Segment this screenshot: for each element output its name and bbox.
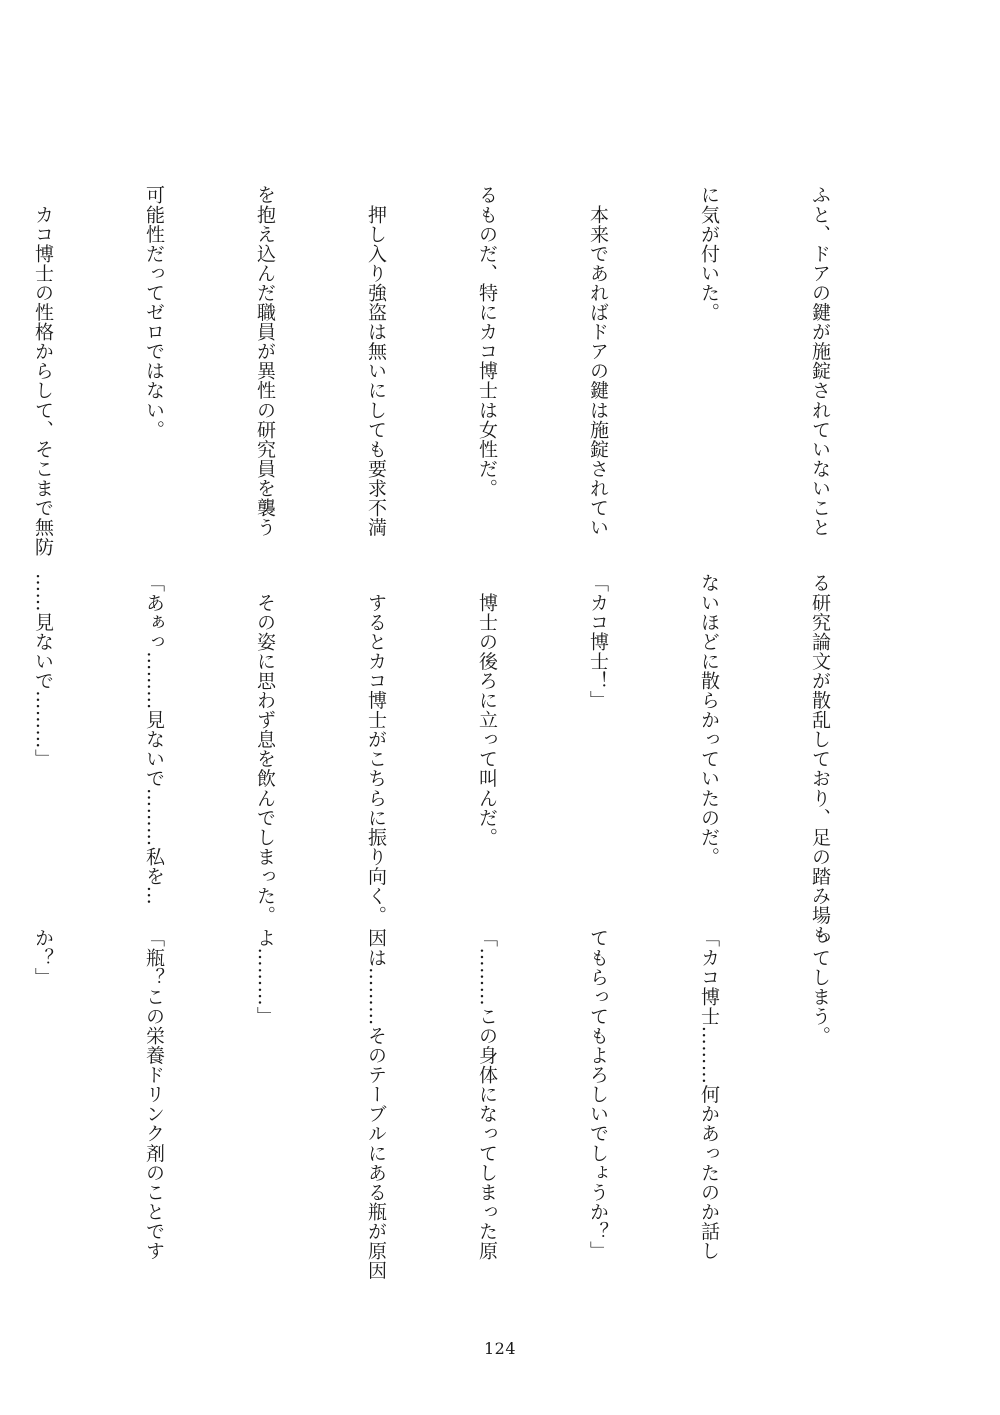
text-line: 「………この身体になってしまった原 — [476, 928, 498, 1261]
text-line: 博士の後ろに立って叫んだ。 — [476, 573, 498, 847]
text-line: するとカコ博士がこちらに振り向く。 — [365, 573, 387, 925]
text-line: を抱え込んだ職員が異性の研究員を襲う — [254, 185, 276, 537]
text-line: 押し入り強盗は無いにしても要求不満 — [365, 185, 387, 537]
text-line: よ………」 — [254, 928, 276, 1026]
text-line: ってしまう。 — [809, 928, 831, 1046]
text-line: 「瓶？この栄養ドリンク剤のことです — [143, 928, 165, 1261]
text-line: その姿に思わず息を飲んでしまった。 — [254, 573, 276, 925]
text-line: る研究論文が散乱しており、足の踏み場も — [809, 573, 831, 945]
text-line: 本来であればドアの鍵は施錠されてい — [587, 185, 609, 537]
page-number: 124 — [483, 1339, 517, 1358]
text-tier-top — [32, 185, 912, 557]
text-line: 可能性だってゼロではない。 — [143, 185, 165, 440]
text-tier-bottom — [32, 928, 912, 1280]
text-line: 「あぁっ………見ないで………私を… — [143, 573, 165, 906]
text-tier-middle — [32, 573, 912, 945]
text-line: カコ博士の性格からして、そこまで無防 — [32, 185, 54, 557]
text-line: ……見ないで………」 — [32, 573, 54, 769]
text-line: に気が付いた。 — [698, 185, 720, 322]
text-line: てもらってもよろしいでしょうか？」 — [587, 928, 609, 1261]
text-line: るものだ、特にカコ博士は女性だ。 — [476, 185, 498, 498]
text-line: ふと、ドアの鍵が施錠されていないこと — [809, 185, 831, 537]
text-line: ないほどに散らかっていたのだ。 — [698, 573, 720, 867]
text-line: 因は………そのテーブルにある瓶が原因 — [365, 928, 387, 1280]
text-line: 「カコ博士………何かあったのか話し — [698, 928, 720, 1261]
text-line: か？」 — [32, 928, 54, 987]
text-line: 「カコ博士！」 — [587, 573, 609, 710]
